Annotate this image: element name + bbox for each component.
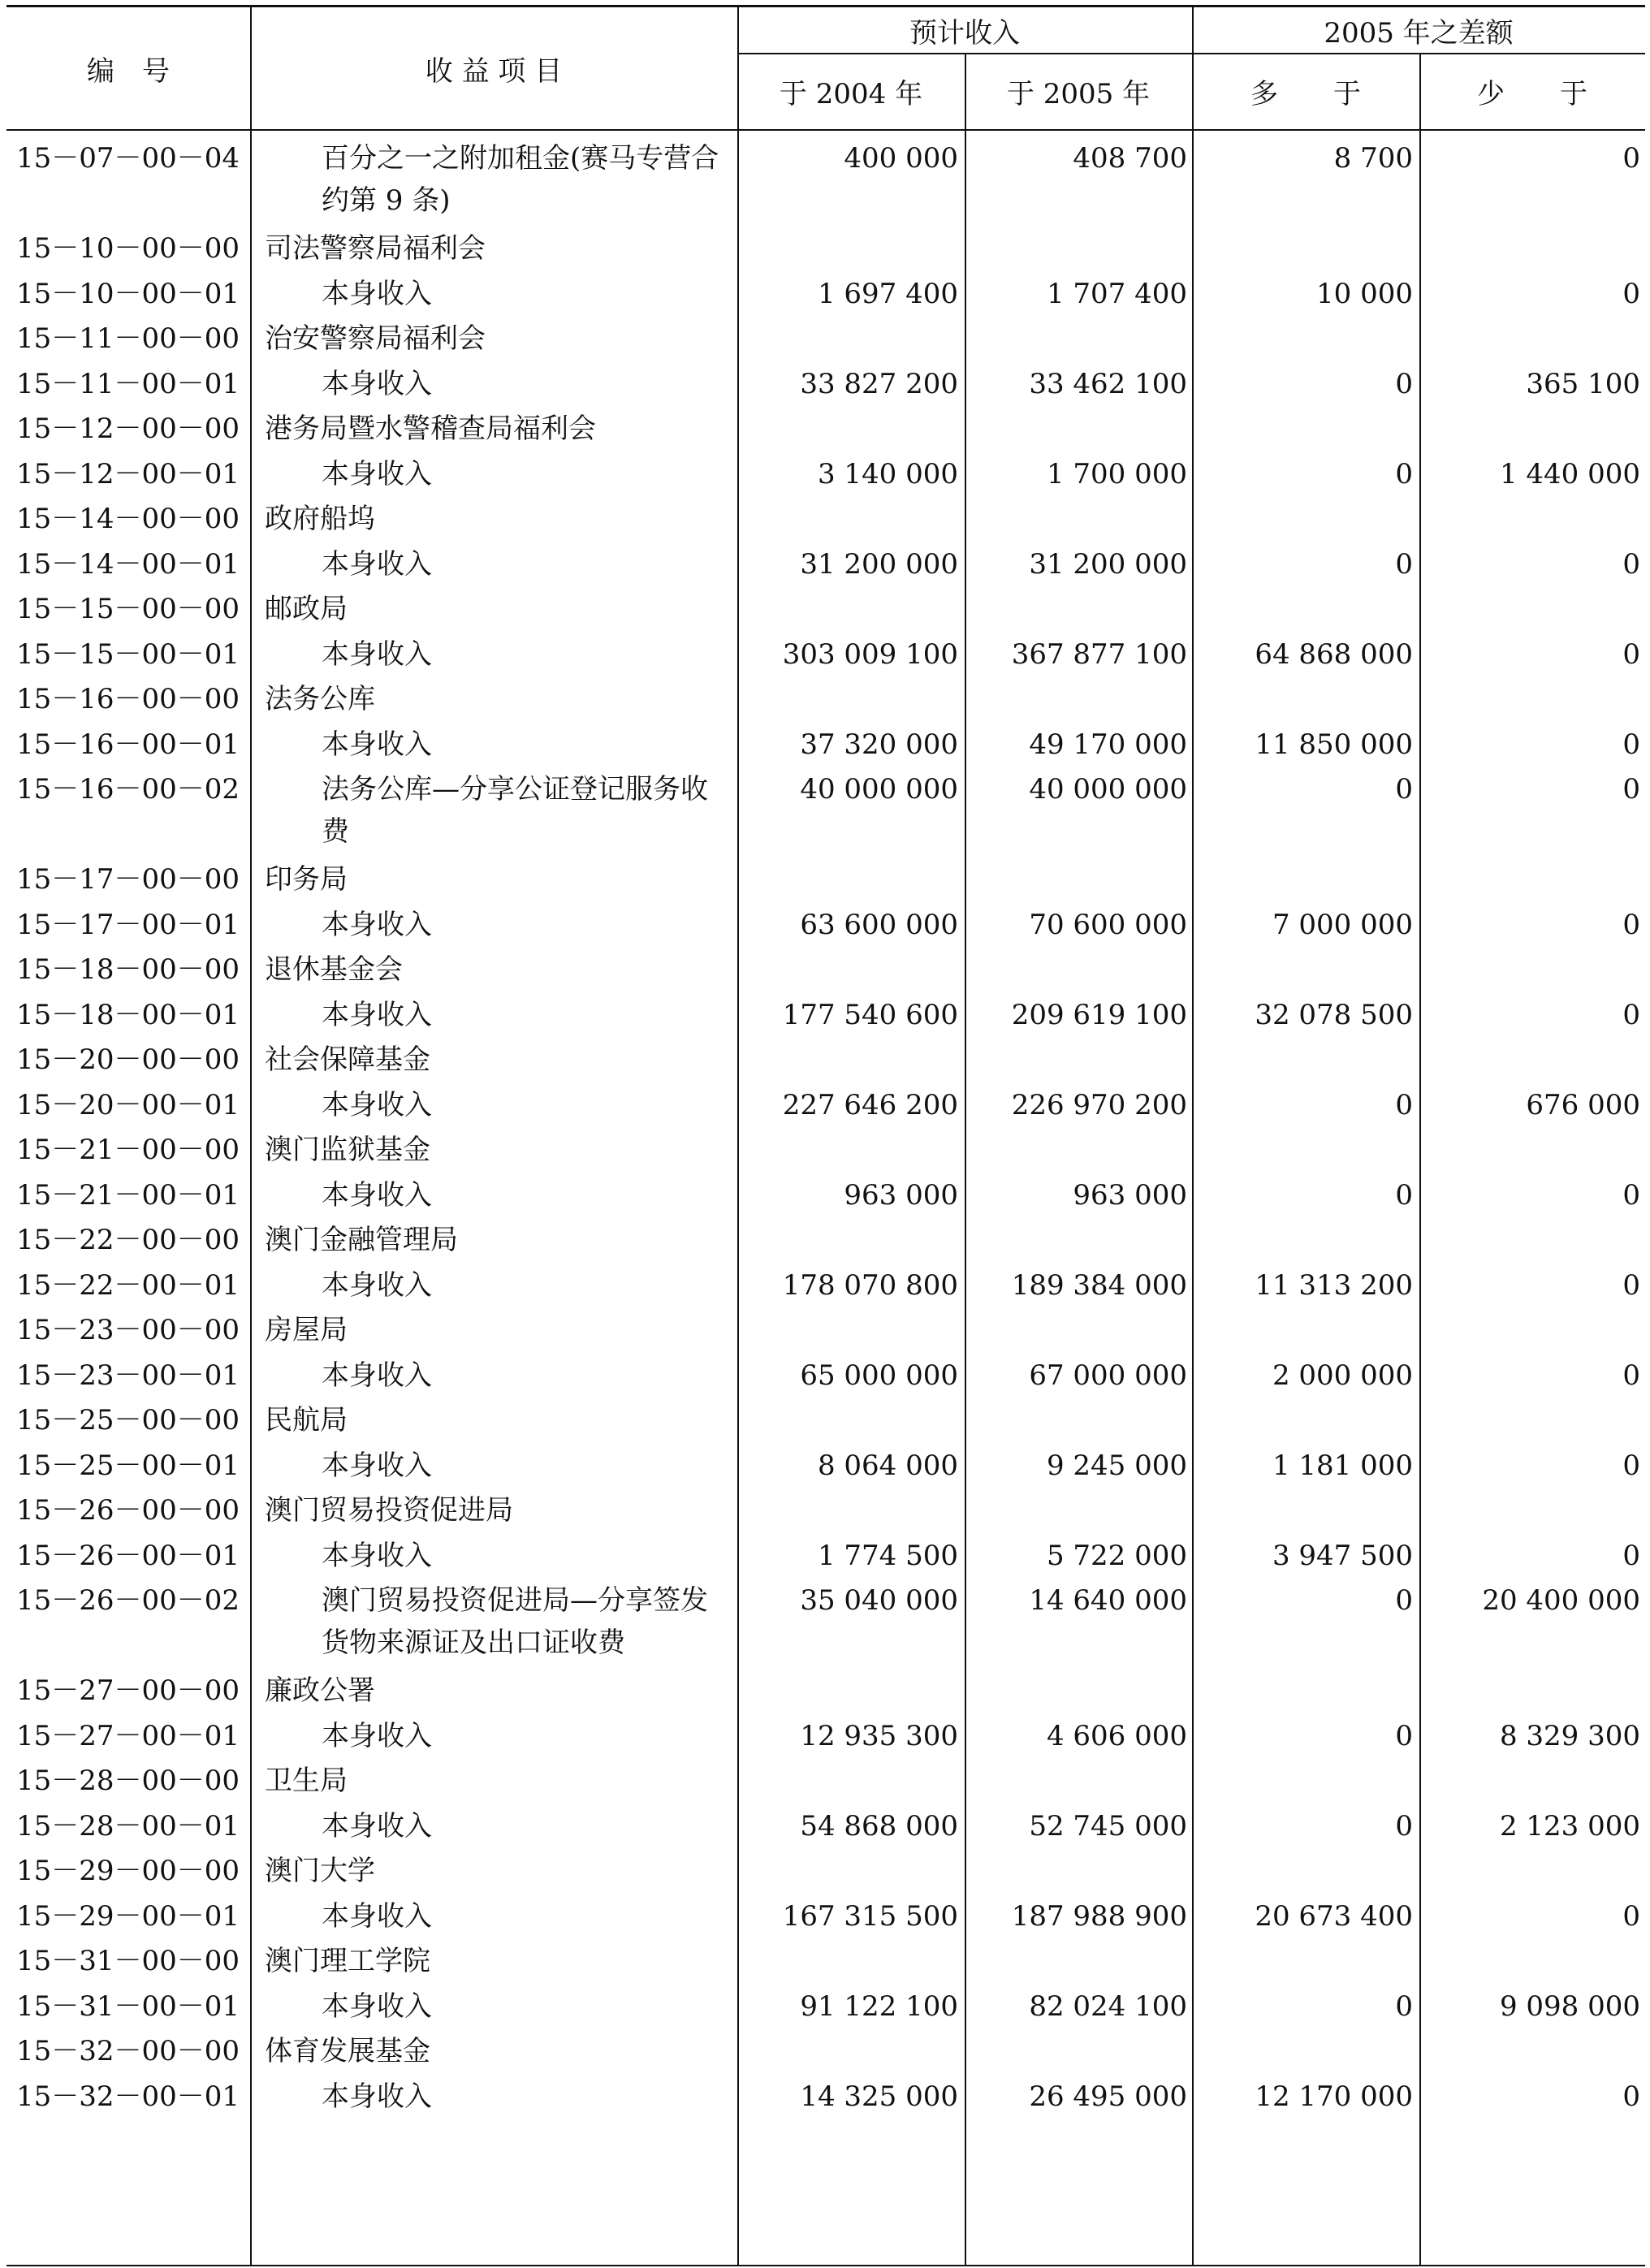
- estimated-2004-value: 303 009 100: [782, 637, 958, 671]
- table-row: [6, 762, 1645, 852]
- row-code: 15－18－00－01: [16, 998, 240, 1031]
- table-row: [6, 1078, 1645, 1123]
- estimated-2004-value: 37 320 000: [800, 728, 958, 761]
- estimated-2005-value: 209 619 100: [1011, 998, 1187, 1031]
- row-item-name: 本身收入: [322, 998, 432, 1031]
- estimated-2004-value: 8 064 000: [817, 1449, 958, 1482]
- table-row: [6, 1799, 1645, 1844]
- row-code: 15－12－00－01: [16, 457, 240, 490]
- estimated-2005-value: 963 000: [1073, 1178, 1187, 1212]
- less-than-value: 0: [1622, 142, 1640, 175]
- divider: [737, 7, 739, 129]
- divider: [1419, 53, 1421, 129]
- more-than-value: 0: [1395, 367, 1413, 400]
- row-item-name: 本身收入: [322, 367, 432, 400]
- estimated-2004-value: 1 774 500: [817, 1539, 958, 1572]
- estimated-2005-value: 367 877 100: [1011, 637, 1187, 671]
- row-code: 15－18－00－00: [16, 953, 240, 986]
- table-row: [6, 672, 1645, 717]
- more-than-value: 1 181 000: [1272, 1449, 1413, 1482]
- table-row: [6, 1709, 1645, 1754]
- row-item-name: 本身收入: [322, 1178, 432, 1212]
- row-code: 15－15－00－01: [16, 637, 240, 671]
- more-than-value: 2 000 000: [1272, 1359, 1413, 1392]
- estimated-2004-value: 3 140 000: [817, 457, 958, 490]
- table-row: [6, 266, 1645, 312]
- row-code: 15－27－00－01: [16, 1719, 240, 1752]
- more-than-value: 11 850 000: [1255, 728, 1413, 761]
- estimated-2004-value: 65 000 000: [800, 1359, 958, 1392]
- row-item-name: 本身收入: [322, 908, 432, 941]
- less-than-value: 0: [1622, 1539, 1640, 1572]
- estimated-revenue-header: 预计收入: [909, 16, 1020, 50]
- row-item-name: 澳门理工学院: [265, 1945, 430, 1977]
- table-row: [6, 2024, 1645, 2069]
- less-than-value: 0: [1622, 1899, 1640, 1933]
- row-item-name: 澳门大学: [265, 1855, 375, 1887]
- row-code: 15－12－00－00: [16, 413, 240, 445]
- table-row: [6, 852, 1645, 897]
- table-row: [6, 1122, 1645, 1168]
- less-than-value: 1 440 000: [1499, 457, 1640, 490]
- divider: [965, 53, 966, 129]
- row-item-name: 澳门金融管理局: [265, 1224, 458, 1256]
- row-code: 15－26－00－00: [16, 1494, 240, 1527]
- less-than-value: 0: [1622, 637, 1640, 671]
- row-code: 15－16－00－02: [16, 773, 240, 806]
- table-row: [6, 1302, 1645, 1348]
- estimated-2005-value: 67 000 000: [1029, 1359, 1187, 1392]
- row-item-name: 澳门贸易投资促进局: [265, 1494, 513, 1527]
- less-than-value: 676 000: [1526, 1088, 1640, 1121]
- row-code: 15－20－00－01: [16, 1088, 240, 1121]
- estimated-2004-value: 1 697 400: [817, 277, 958, 310]
- row-code: 15－32－00－01: [16, 2080, 240, 2113]
- estimated-2005-value: 226 970 200: [1011, 1088, 1187, 1121]
- table-row: [6, 942, 1645, 987]
- row-code: 15－25－00－00: [16, 1404, 240, 1436]
- less-than-value: 20 400 000: [1482, 1584, 1640, 1617]
- row-item-name: 本身收入: [322, 277, 432, 310]
- year-2005-header: 于 2005 年: [1006, 77, 1151, 110]
- row-item-name: 印务局: [265, 863, 348, 896]
- row-code: 15－21－00－01: [16, 1178, 240, 1212]
- more-than-value: 0: [1395, 457, 1413, 490]
- estimated-2005-value: 40 000 000: [1029, 773, 1187, 806]
- estimated-2005-value: 187 988 900: [1011, 1899, 1187, 1933]
- row-code: 15－15－00－00: [16, 593, 240, 625]
- table-header: [6, 5, 1645, 131]
- estimated-2005-value: 14 640 000: [1029, 1584, 1187, 1617]
- row-item-name: 港务局暨水警稽查局福利会: [265, 413, 596, 445]
- table-body: [6, 131, 1645, 2266]
- estimated-2005-value: 52 745 000: [1029, 1809, 1187, 1842]
- row-code: 15－10－00－00: [16, 232, 240, 265]
- table-row: [6, 1393, 1645, 1438]
- divider: [737, 53, 1645, 54]
- less-than-value: 0: [1622, 1268, 1640, 1302]
- row-item-name: 本身收入: [322, 1989, 432, 2023]
- more-than-value: 3 947 500: [1272, 1539, 1413, 1572]
- more-than-value: 8 700: [1333, 142, 1413, 175]
- less-than-value: 2 123 000: [1499, 1809, 1640, 1842]
- row-item-name: 本身收入: [322, 1899, 432, 1933]
- estimated-2005-value: 1 707 400: [1046, 277, 1187, 310]
- more-than-value: 0: [1395, 1809, 1413, 1842]
- table-row: [6, 221, 1645, 266]
- row-code: 15－27－00－00: [16, 1674, 240, 1707]
- less-than-value: 0: [1622, 277, 1640, 310]
- table-row: [6, 1483, 1645, 1528]
- row-code: 15－17－00－00: [16, 863, 240, 896]
- estimated-2005-value: 1 700 000: [1046, 457, 1187, 490]
- estimated-2005-value: 82 024 100: [1029, 1989, 1187, 2023]
- row-item-name: 治安警察局福利会: [265, 322, 486, 355]
- revenue-table: [6, 5, 1645, 2266]
- table-row: [6, 491, 1645, 537]
- estimated-2004-value: 177 540 600: [782, 998, 958, 1031]
- less-than-value: 0: [1622, 1449, 1640, 1482]
- table-row: [6, 537, 1645, 582]
- estimated-2004-value: 91 122 100: [800, 1989, 958, 2023]
- row-code: 15－14－00－01: [16, 547, 240, 581]
- row-item-name: 卫生局: [265, 1765, 348, 1797]
- more-than-value: 0: [1395, 1178, 1413, 1212]
- row-item-name: 司法警察局福利会: [265, 232, 486, 265]
- row-item-name: 退休基金会: [265, 953, 403, 986]
- difference-2005-header: 2005 年之差额: [1324, 16, 1514, 50]
- row-code: 15－21－00－00: [16, 1134, 240, 1166]
- row-item-name: 政府船坞: [265, 503, 375, 535]
- row-code: 15－11－00－01: [16, 367, 240, 400]
- row-item-name: 廉政公署: [265, 1674, 375, 1707]
- row-item-name: 本身收入: [322, 1088, 432, 1121]
- code-column-header: 编 号: [87, 54, 170, 88]
- row-code: 15－23－00－00: [16, 1314, 240, 1346]
- row-item-name: 本身收入: [322, 1268, 432, 1302]
- more-than-value: 12 170 000: [1255, 2080, 1413, 2113]
- table-row: [6, 1258, 1645, 1303]
- estimated-2004-value: 40 000 000: [800, 773, 958, 806]
- table-row: [6, 1168, 1645, 1213]
- row-code: 15－29－00－01: [16, 1899, 240, 1933]
- less-than-header: 少 于: [1477, 77, 1587, 110]
- table-row: [6, 1032, 1645, 1078]
- less-than-value: 8 329 300: [1499, 1719, 1640, 1752]
- row-item-name: 本身收入: [322, 2080, 432, 2113]
- estimated-2004-value: 963 000: [844, 1178, 958, 1212]
- more-than-header: 多 于: [1250, 77, 1361, 110]
- more-than-value: 20 673 400: [1255, 1899, 1413, 1933]
- table-row: [6, 1979, 1645, 2024]
- table-row: [6, 356, 1645, 402]
- table-row: [6, 2069, 1645, 2115]
- estimated-2005-value: 5 722 000: [1046, 1539, 1187, 1572]
- divider: [1192, 7, 1194, 129]
- row-item-name: 法务公库: [265, 683, 375, 715]
- year-2004-header: 于 2004 年: [779, 77, 923, 110]
- row-code: 15－22－00－00: [16, 1224, 240, 1256]
- row-item-name: 邮政局: [265, 593, 348, 625]
- more-than-value: 11 313 200: [1255, 1268, 1413, 1302]
- table-row: [6, 581, 1645, 627]
- row-code: 15－25－00－01: [16, 1449, 240, 1482]
- estimated-2004-value: 35 040 000: [800, 1584, 958, 1617]
- row-code: 15－16－00－00: [16, 683, 240, 715]
- less-than-value: 0: [1622, 908, 1640, 941]
- row-code: 15－11－00－00: [16, 322, 240, 355]
- row-code: 15－23－00－01: [16, 1359, 240, 1392]
- row-code: 15－10－00－01: [16, 277, 240, 310]
- row-item-name: 本身收入: [322, 457, 432, 490]
- estimated-2005-value: 9 245 000: [1046, 1449, 1187, 1482]
- table-row: [6, 311, 1645, 356]
- row-code: 15－32－00－00: [16, 2035, 240, 2067]
- row-code: 15－17－00－01: [16, 908, 240, 941]
- estimated-2004-value: 12 935 300: [800, 1719, 958, 1752]
- table-row: [6, 131, 1645, 221]
- row-code: 15－31－00－00: [16, 1945, 240, 1977]
- table-row: [6, 627, 1645, 672]
- row-item-name: 本身收入: [322, 1719, 432, 1752]
- table-row: [6, 1843, 1645, 1889]
- row-item-name: 本身收入: [322, 547, 432, 581]
- more-than-value: 0: [1395, 1719, 1413, 1752]
- estimated-2005-value: 408 700: [1073, 142, 1187, 175]
- less-than-value: 0: [1622, 728, 1640, 761]
- table-row: [6, 1348, 1645, 1393]
- row-item-name: 房屋局: [265, 1314, 348, 1346]
- more-than-value: 32 078 500: [1255, 998, 1413, 1031]
- estimated-2004-value: 31 200 000: [800, 547, 958, 581]
- less-than-value: 0: [1622, 1178, 1640, 1212]
- row-item-name: 本身收入: [322, 1359, 432, 1392]
- row-code: 15－28－00－00: [16, 1765, 240, 1797]
- row-item-name: 本身收入: [322, 1449, 432, 1482]
- estimated-2005-value: 189 384 000: [1011, 1268, 1187, 1302]
- more-than-value: 0: [1395, 1584, 1413, 1617]
- estimated-2005-value: 70 600 000: [1029, 908, 1187, 941]
- less-than-value: 0: [1622, 2080, 1640, 2113]
- estimated-2004-value: 227 646 200: [782, 1088, 958, 1121]
- row-code: 15－14－00－00: [16, 503, 240, 535]
- more-than-value: 7 000 000: [1272, 908, 1413, 941]
- more-than-value: 64 868 000: [1255, 637, 1413, 671]
- less-than-value: 0: [1622, 773, 1640, 806]
- more-than-value: 0: [1395, 547, 1413, 581]
- row-code: 15－16－00－01: [16, 728, 240, 761]
- estimated-2004-value: 400 000: [844, 142, 958, 175]
- less-than-value: 0: [1622, 1359, 1640, 1392]
- row-code: 15－20－00－00: [16, 1043, 240, 1076]
- row-item-name: 百分之一之附加租金(赛马专营合约第 9 条): [322, 142, 719, 217]
- row-item-name: 本身收入: [322, 1539, 432, 1572]
- row-code: 15－26－00－02: [16, 1584, 240, 1617]
- table-row: [6, 447, 1645, 492]
- table-row: [6, 1933, 1645, 1979]
- estimated-2004-value: 63 600 000: [800, 908, 958, 941]
- table-row: [6, 1528, 1645, 1574]
- more-than-value: 0: [1395, 773, 1413, 806]
- table-row: [6, 401, 1645, 447]
- estimated-2005-value: 49 170 000: [1029, 728, 1187, 761]
- estimated-2004-value: 167 315 500: [782, 1899, 958, 1933]
- row-code: 15－31－00－01: [16, 1989, 240, 2023]
- row-item-name: 本身收入: [322, 1809, 432, 1842]
- item-column-header: 收 益 项 目: [425, 54, 563, 88]
- row-item-name: 本身收入: [322, 728, 432, 761]
- estimated-2005-value: 31 200 000: [1029, 547, 1187, 581]
- table-row: [6, 1889, 1645, 1934]
- table-bottom-rule: [6, 2265, 1645, 2266]
- row-item-name: 体育发展基金: [265, 2035, 430, 2067]
- row-code: 15－29－00－00: [16, 1855, 240, 1887]
- less-than-value: 365 100: [1526, 367, 1640, 400]
- estimated-2004-value: 54 868 000: [800, 1809, 958, 1842]
- estimated-2005-value: 4 606 000: [1046, 1719, 1187, 1752]
- estimated-2004-value: 33 827 200: [800, 367, 958, 400]
- row-item-name: 民航局: [265, 1404, 348, 1436]
- row-code: 15－07－00－04: [16, 142, 240, 175]
- row-item-name: 本身收入: [322, 637, 432, 671]
- less-than-value: 0: [1622, 547, 1640, 581]
- row-item-name: 社会保障基金: [265, 1043, 430, 1076]
- table-row: [6, 897, 1645, 943]
- table-row: [6, 717, 1645, 762]
- table-row: [6, 1753, 1645, 1799]
- row-code: 15－26－00－01: [16, 1539, 240, 1572]
- estimated-2004-value: 178 070 800: [782, 1268, 958, 1302]
- row-code: 15－28－00－01: [16, 1809, 240, 1842]
- estimated-2005-value: 33 462 100: [1029, 367, 1187, 400]
- table-row: [6, 987, 1645, 1033]
- table-row: [6, 1663, 1645, 1709]
- table-row: [6, 1212, 1645, 1258]
- more-than-value: 0: [1395, 1088, 1413, 1121]
- row-item-name: 澳门监狱基金: [265, 1134, 430, 1166]
- table-row: [6, 1438, 1645, 1484]
- less-than-value: 9 098 000: [1499, 1989, 1640, 2023]
- estimated-2004-value: 14 325 000: [800, 2080, 958, 2113]
- row-item-name: 法务公库—分享公证登记服务收费: [322, 773, 708, 848]
- row-item-name: 澳门贸易投资促进局—分享签发货物来源证及出口证收费: [322, 1584, 708, 1659]
- row-code: 15－22－00－01: [16, 1268, 240, 1302]
- divider: [250, 7, 252, 129]
- more-than-value: 0: [1395, 1989, 1413, 2023]
- less-than-value: 0: [1622, 998, 1640, 1031]
- estimated-2005-value: 26 495 000: [1029, 2080, 1187, 2113]
- table-row: [6, 1573, 1645, 1663]
- more-than-value: 10 000: [1316, 277, 1413, 310]
